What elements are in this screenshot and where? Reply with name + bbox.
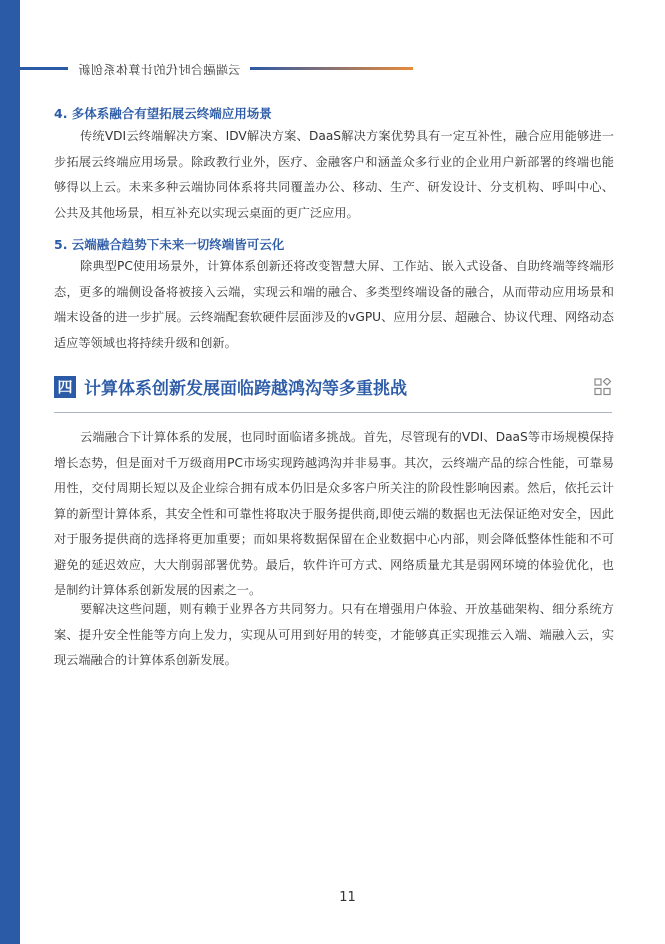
chapter-title: 计算体系创新发展面临跨越鸿沟等多重挑战 (84, 379, 407, 399)
header-title: 云端融合时代的计算体系创新 (78, 63, 241, 77)
chapter-header (54, 376, 612, 413)
page-number: 11 (339, 890, 356, 905)
chapter-number: 四 (54, 376, 76, 398)
section-5-paragraph: 除典型PC使用场景外，计算体系创新还将改变智慧大屏、工作站、嵌入式设备、自助终端等终端形态，更多的端侧设备将被接入云端，实现云和端的融合、多类型终端设备的融合，从而带动应用场景和端末设备的进一步扩展。云终端配套软硬件层面涉及的vGPU、应用分层、超融合、协议代理、网络动态适应等领域也将持续升级和创新。 (54, 259, 614, 350)
chapter-paragraph-1: 云端融合下计算体系的发展，也同时面临诸多挑战。首先，尽管现有的VDI、DaaS等市场规模保持增长态势，但是面对千万级商用PC市场实现跨越鸿沟并非易事。其次，云终端产品的综合性能，可靠易用性，交付周期长短以及企业综合拥有成本仍旧是众多客户所关注的阶段性影响因素。然后，依托云计算的新型计算体系，其安全性和可靠性将取决于服务提供商,即使云端的数据也无法保证绝对安全，因此对于服务提供商的选择将更加重要；而如果将数据保留在企业数据中心内部，则会降低整体性能和不可避免的延迟效应，大大削弱部署优势。最后，软件许可方式、网络质量尤其是弱网环境的体验优化，也是制约计算体系创新发展的因素之一。 (54, 430, 614, 597)
chapter-paragraph-2: 要解决这些问题，则有赖于业界各方共同努力。只有在增强用户体验、开放基础架构、细分系统方案、提升安全性能等方向上发力，实现从可用到好用的转变，才能够真正实现推云入端、端融入云，实现云端融合的计算体系创新发展。 (54, 602, 614, 667)
header-rule-left (20, 67, 68, 70)
section-4-heading: 4. 多体系融合有望拓展云终端应用场景 (54, 106, 272, 121)
section-5-heading: 5. 云端融合趋势下未来一切终端皆可云化 (54, 237, 285, 252)
header-rule-right (250, 67, 413, 70)
grid-icon (594, 378, 612, 396)
section-4-paragraph: 传统VDI云终端解决方案、IDV解决方案、DaaS解决方案优势具有一定互补性，融合应用能够进一步拓展云终端应用场景。除政教行业外，医疗、金融客户和涵盖众多行业的企业用户新部署的终端也能够得以上云。未来多种云端协同体系将共同覆盖办公、移动、生产、研发设计、分支机构、呼叫中心、公共及其他场景，相互补充以实现云桌面的更广泛应用。 (54, 129, 614, 220)
left-accent-bar (0, 0, 20, 944)
